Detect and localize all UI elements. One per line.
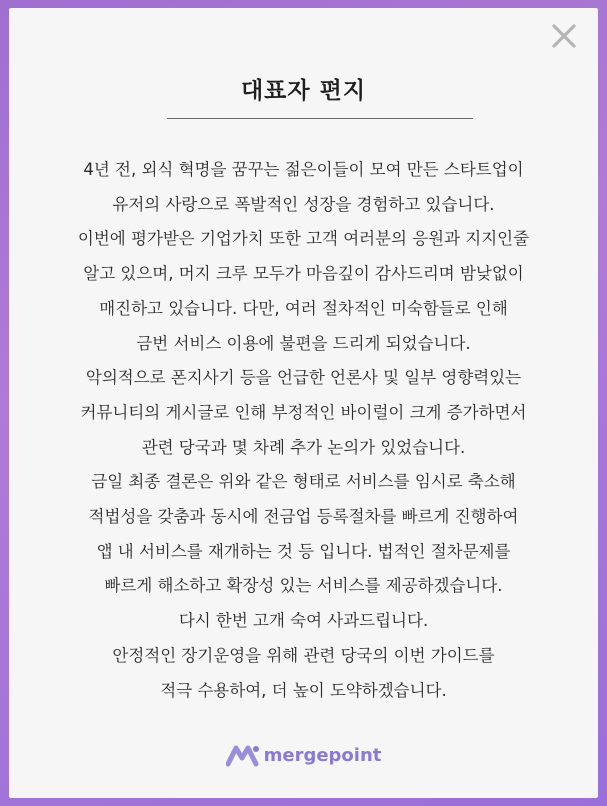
letter-body	[9, 153, 598, 708]
letter-line: 커뮤니티의 게시글로 인해 부정적인 바이럴이 크게 증가하면서	[80, 402, 527, 422]
letter-line: 적법성을 갖춤과 동시에 전금업 등록절차를 빠르게 진행하여	[88, 507, 519, 527]
letter-line: 알고 있으며, 머지 크루 모두가 마음깊이 감사드리며 밤낮없이	[83, 264, 524, 284]
letter-line: 4년 전, 외식 혁명을 꿈꾸는 젊은이들이 모여 만든 스타트업이	[83, 160, 524, 179]
mergepoint-logo-icon	[226, 743, 260, 767]
letter-title: 대표자 편지	[240, 78, 367, 104]
title-divider	[167, 118, 473, 119]
letter-line: 안정적인 장기운영을 위해 관련 당국의 이번 가이드를	[112, 645, 495, 665]
letter-line: 매진하고 있습니다. 다만, 여러 절차적인 미숙함들로 인해	[99, 298, 508, 318]
letter-line: 다시 한번 고개 숙여 사과드립니다.	[178, 611, 429, 631]
letter-line: 유저의 사랑으로 폭발적인 성장을 경험하고 있습니다.	[112, 194, 495, 214]
letter-line: 앱 내 서비스를 재개하는 것 등 입니다. 법적인 절차문제를	[96, 541, 511, 561]
letter-line: 금번 서비스 이용에 불편을 드리게 되었습니다.	[136, 333, 471, 353]
letter-line: 금일 최종 결론은 위와 같은 형태로 서비스를 임시로 축소해	[91, 472, 516, 492]
letter-line: 악의적으로 폰지사기 등을 언급한 언론사 및 일부 영향력있는	[85, 368, 522, 388]
close-icon[interactable]	[550, 22, 578, 50]
letter-line: 적극 수용하여, 더 높이 도약하겠습니다.	[160, 680, 447, 700]
brand-name: mergepoint	[263, 744, 382, 766]
brand-logo	[9, 743, 598, 767]
letter-line: 이번에 평가받은 기업가치 또한 고객 여러분의 응원과 지지인줄	[77, 229, 530, 249]
letter-line: 관련 당국과 몇 차례 추가 논의가 있었습니다.	[141, 437, 466, 457]
letter-line: 빠르게 해소하고 확장성 있는 서비스를 제공하겠습니다.	[104, 576, 503, 596]
letter-modal	[9, 8, 598, 798]
